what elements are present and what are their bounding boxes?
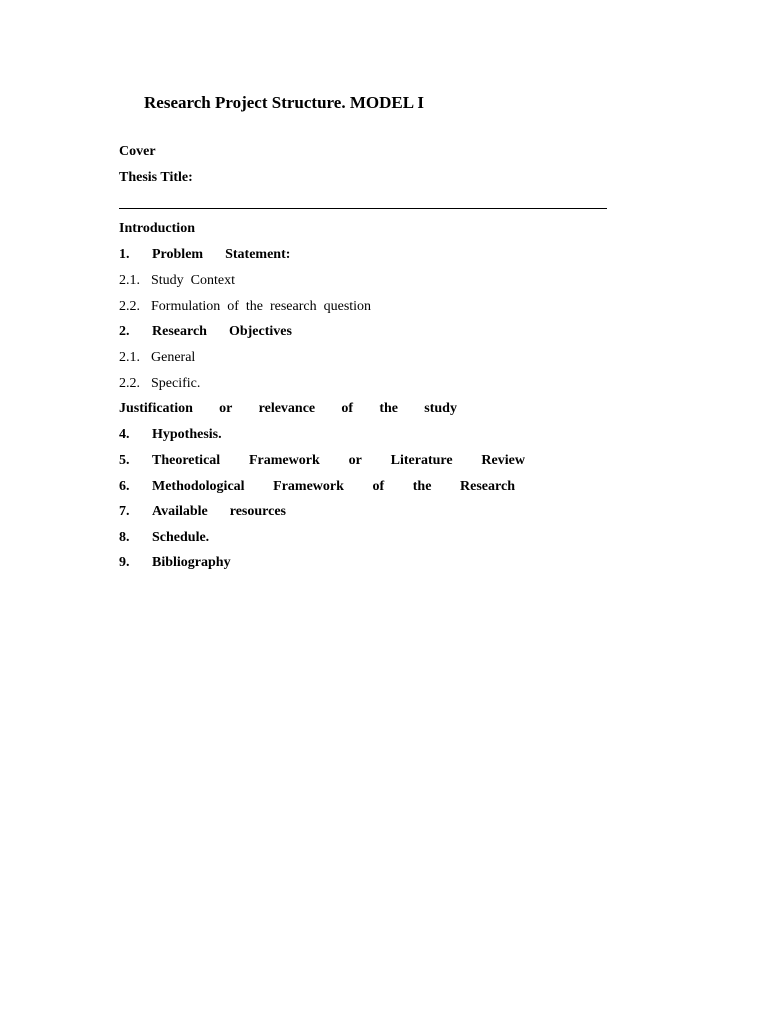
cover-heading: Cover [119,144,156,159]
item-number: 6. [119,479,130,494]
item-number: 8. [119,530,130,545]
item-text: General [151,350,196,365]
item-number: 2. [119,324,130,339]
item-number: 9. [119,555,130,570]
item-2-2-formulation [119,298,371,316]
item-word: Methodological [152,479,245,494]
item-word: Theoretical [152,453,221,468]
thesis-title-label: Thesis Title: [119,170,193,185]
item-word: Research [460,479,515,494]
item-number: 2.1. [119,273,140,288]
item-2-1-study-context [119,272,235,290]
item-8 [119,529,209,547]
item-text: Hypothesis. [152,427,222,442]
item-number: 7. [119,504,130,519]
item-word: or [348,453,362,468]
item-word: resources [229,504,286,519]
item-word: relevance [258,401,316,416]
item-number: 2.2. [119,376,140,391]
item-word: or [219,401,233,416]
item-2-2-specific [119,375,200,393]
item-number: 2.1. [119,350,140,365]
item-number: 5. [119,453,130,468]
item-4 [119,426,222,444]
item-2-1-general [119,349,195,367]
item-word: Literature [390,453,453,468]
item-number: 2.2. [119,299,140,314]
item-text: Formulation of the research question [151,299,372,314]
item-9 [119,554,231,572]
item-text: Schedule. [152,530,210,545]
introduction-heading: Introduction [119,221,195,236]
item-word: study [424,401,457,416]
item-6 [119,478,515,496]
item-word: Justification [119,401,193,416]
item-word: of [341,401,354,416]
item-number: 4. [119,427,130,442]
item-word: Available [152,504,208,519]
document-title: Research Project Structure. MODEL I [144,93,424,112]
item-word: Framework [249,453,320,468]
item-1 [119,246,290,264]
item-word: the [412,479,432,494]
item-text: Bibliography [152,555,231,570]
item-word: Framework [273,479,344,494]
item-word: the [379,401,399,416]
justification-heading [119,400,457,418]
item-word: Review [481,453,525,468]
item-word: Research [152,324,207,339]
item-word: of [372,479,385,494]
item-text: Specific. [151,376,201,391]
item-number: 1. [119,247,130,262]
item-7 [119,503,286,521]
item-5 [119,452,525,470]
item-2 [119,323,292,341]
thesis-title-blank-line [119,208,607,209]
item-word: Problem [152,247,204,262]
item-word: Objectives [228,324,292,339]
item-text: Study Context [151,273,236,288]
item-word: Statement: [225,247,291,262]
